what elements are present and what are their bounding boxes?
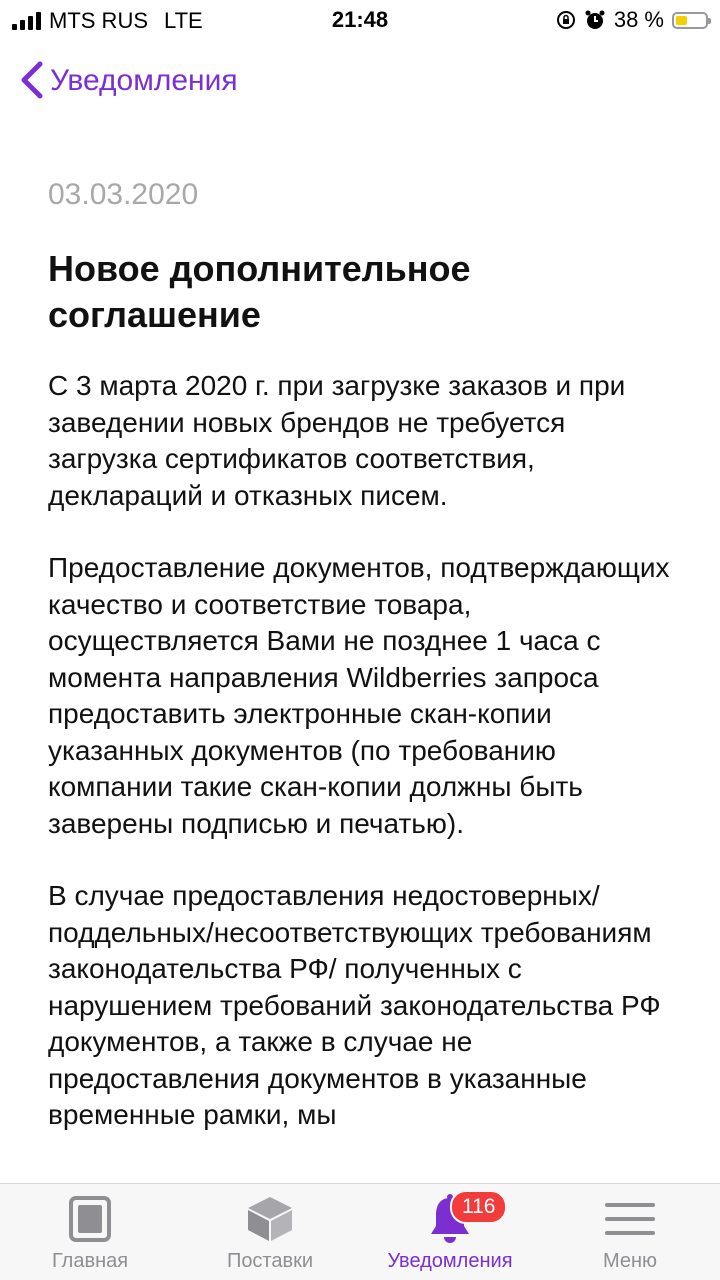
bell-icon [428, 1194, 496, 1244]
clock: 21:48 [331, 7, 389, 32]
notification-date: 03.03.2020 [48, 178, 199, 211]
alarm-icon [584, 9, 606, 31]
tab-bar [0, 1183, 720, 1280]
tab-label: Поставки [226, 1250, 314, 1272]
rotation-lock-icon [556, 10, 576, 30]
tab-notifications[interactable] [360, 1184, 540, 1280]
battery-fill [676, 16, 687, 25]
tab-label: Уведомления [387, 1250, 513, 1272]
tab-menu[interactable] [540, 1184, 720, 1280]
box-icon [245, 1194, 295, 1244]
tab-label: Главная [51, 1250, 129, 1272]
home-icon [69, 1194, 111, 1244]
back-chevron-icon[interactable] [18, 60, 46, 100]
status-right [556, 7, 708, 33]
network-label: LTE [164, 8, 203, 33]
tab-label: Меню [602, 1250, 658, 1272]
battery-icon [672, 12, 708, 29]
battery-percent: 38 % [613, 7, 664, 32]
notification-paragraph: С 3 марта 2020 г. при загрузке заказов и при заведении новых брендов не требуется загрузка сертификатов соответствия, деклараций и отказных писем. [48, 370, 626, 511]
tab-home[interactable] [0, 1184, 180, 1280]
status-bar [0, 0, 720, 40]
notification-detail [48, 178, 678, 1170]
notification-paragraph: В случае предоставления недостоверных/ поддельных/несоответствующих требованиям законодательства РФ/ полученных с нарушением требований законодательства РФ документов, а также в случае не предоставления документов в указанные временные рамки, мы [48, 880, 661, 1130]
notification-count-badge: 116 [450, 1190, 507, 1224]
notification-paragraph: Предоставление документов, подтверждающих качество и соответствие товара, осуществляется Вами не позднее 1 часа с момента направления Wildberries запроса предоставить электронные скан-копии указанных документов (по требованию компании такие скан-копии должны быть заверены подписью и печатью). [48, 552, 670, 839]
menu-icon [605, 1194, 655, 1244]
carrier-label: MTS RUS [49, 8, 148, 33]
notification-title: Новое дополнительное соглашение [48, 248, 471, 335]
nav-bar [0, 52, 720, 112]
tab-deliveries[interactable] [180, 1184, 360, 1280]
back-button[interactable]: Уведомления [50, 64, 238, 97]
